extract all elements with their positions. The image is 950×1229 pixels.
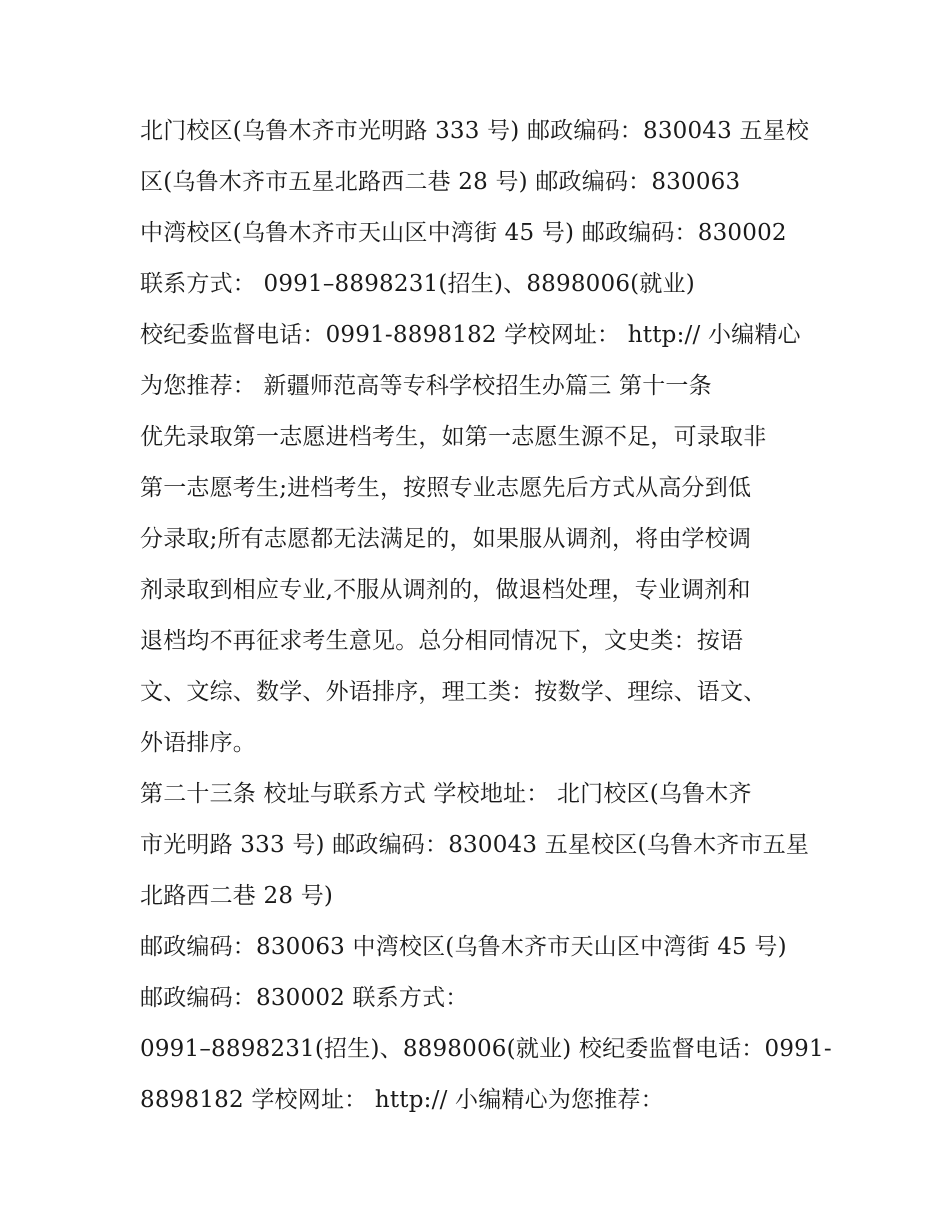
text-line: 北门校区(乌鲁木齐市光明路 333 号) 邮政编码：830043 五星校 bbox=[140, 118, 810, 144]
text-line: 第二十三条 校址与联系方式 学校地址： 北门校区(乌鲁木齐 bbox=[140, 781, 752, 807]
text-line: 市光明路 333 号) 邮政编码：830043 五星校区(乌鲁木齐市五星 bbox=[140, 832, 810, 858]
text-line: 文、文综、数学、外语排序，理工类：按数学、理综、语文、 bbox=[140, 679, 767, 705]
text-line: 为您推荐： 新疆师范高等专科学校招生办篇三 第十一条 bbox=[140, 373, 712, 399]
text-line: 外语排序。 bbox=[140, 730, 256, 756]
text-line: 优先录取第一志愿进档考生，如第一志愿生源不足，可录取非 bbox=[140, 424, 767, 450]
document-body bbox=[140, 106, 830, 1126]
text-line: 联系方式： 0991–8898231(招生)、8898006(就业) bbox=[140, 271, 695, 297]
text-line: 邮政编码：830063 中湾校区(乌鲁木齐市天山区中湾街 45 号) bbox=[140, 934, 787, 960]
text-line: 退档均不再征求考生意见。总分相同情况下，文史类：按语 bbox=[140, 628, 744, 654]
text-line: 8898182 学校网址： http:// 小编精心为您推荐： bbox=[140, 1087, 664, 1113]
text-line: 剂录取到相应专业,不服从调剂的，做退档处理，专业调剂和 bbox=[140, 577, 751, 603]
text-line: 分录取;所有志愿都无法满足的，如果服从调剂，将由学校调 bbox=[140, 526, 752, 552]
text-line: 0991–8898231(招生)、8898006(就业) 校纪委监督电话：0991- bbox=[140, 1036, 832, 1062]
text-line: 邮政编码：830002 联系方式： bbox=[140, 985, 469, 1011]
text-line: 校纪委监督电话：0991-8898182 学校网址： http:// 小编精心 bbox=[140, 322, 801, 348]
text-line: 第一志愿考生;进档考生，按照专业志愿先后方式从高分到低 bbox=[140, 475, 752, 501]
text-line: 中湾校区(乌鲁木齐市天山区中湾街 45 号) 邮政编码：830002 bbox=[140, 220, 787, 246]
text-line: 区(乌鲁木齐市五星北路西二巷 28 号) 邮政编码：830063 bbox=[140, 169, 741, 195]
text-line: 北路西二巷 28 号) bbox=[140, 883, 334, 909]
